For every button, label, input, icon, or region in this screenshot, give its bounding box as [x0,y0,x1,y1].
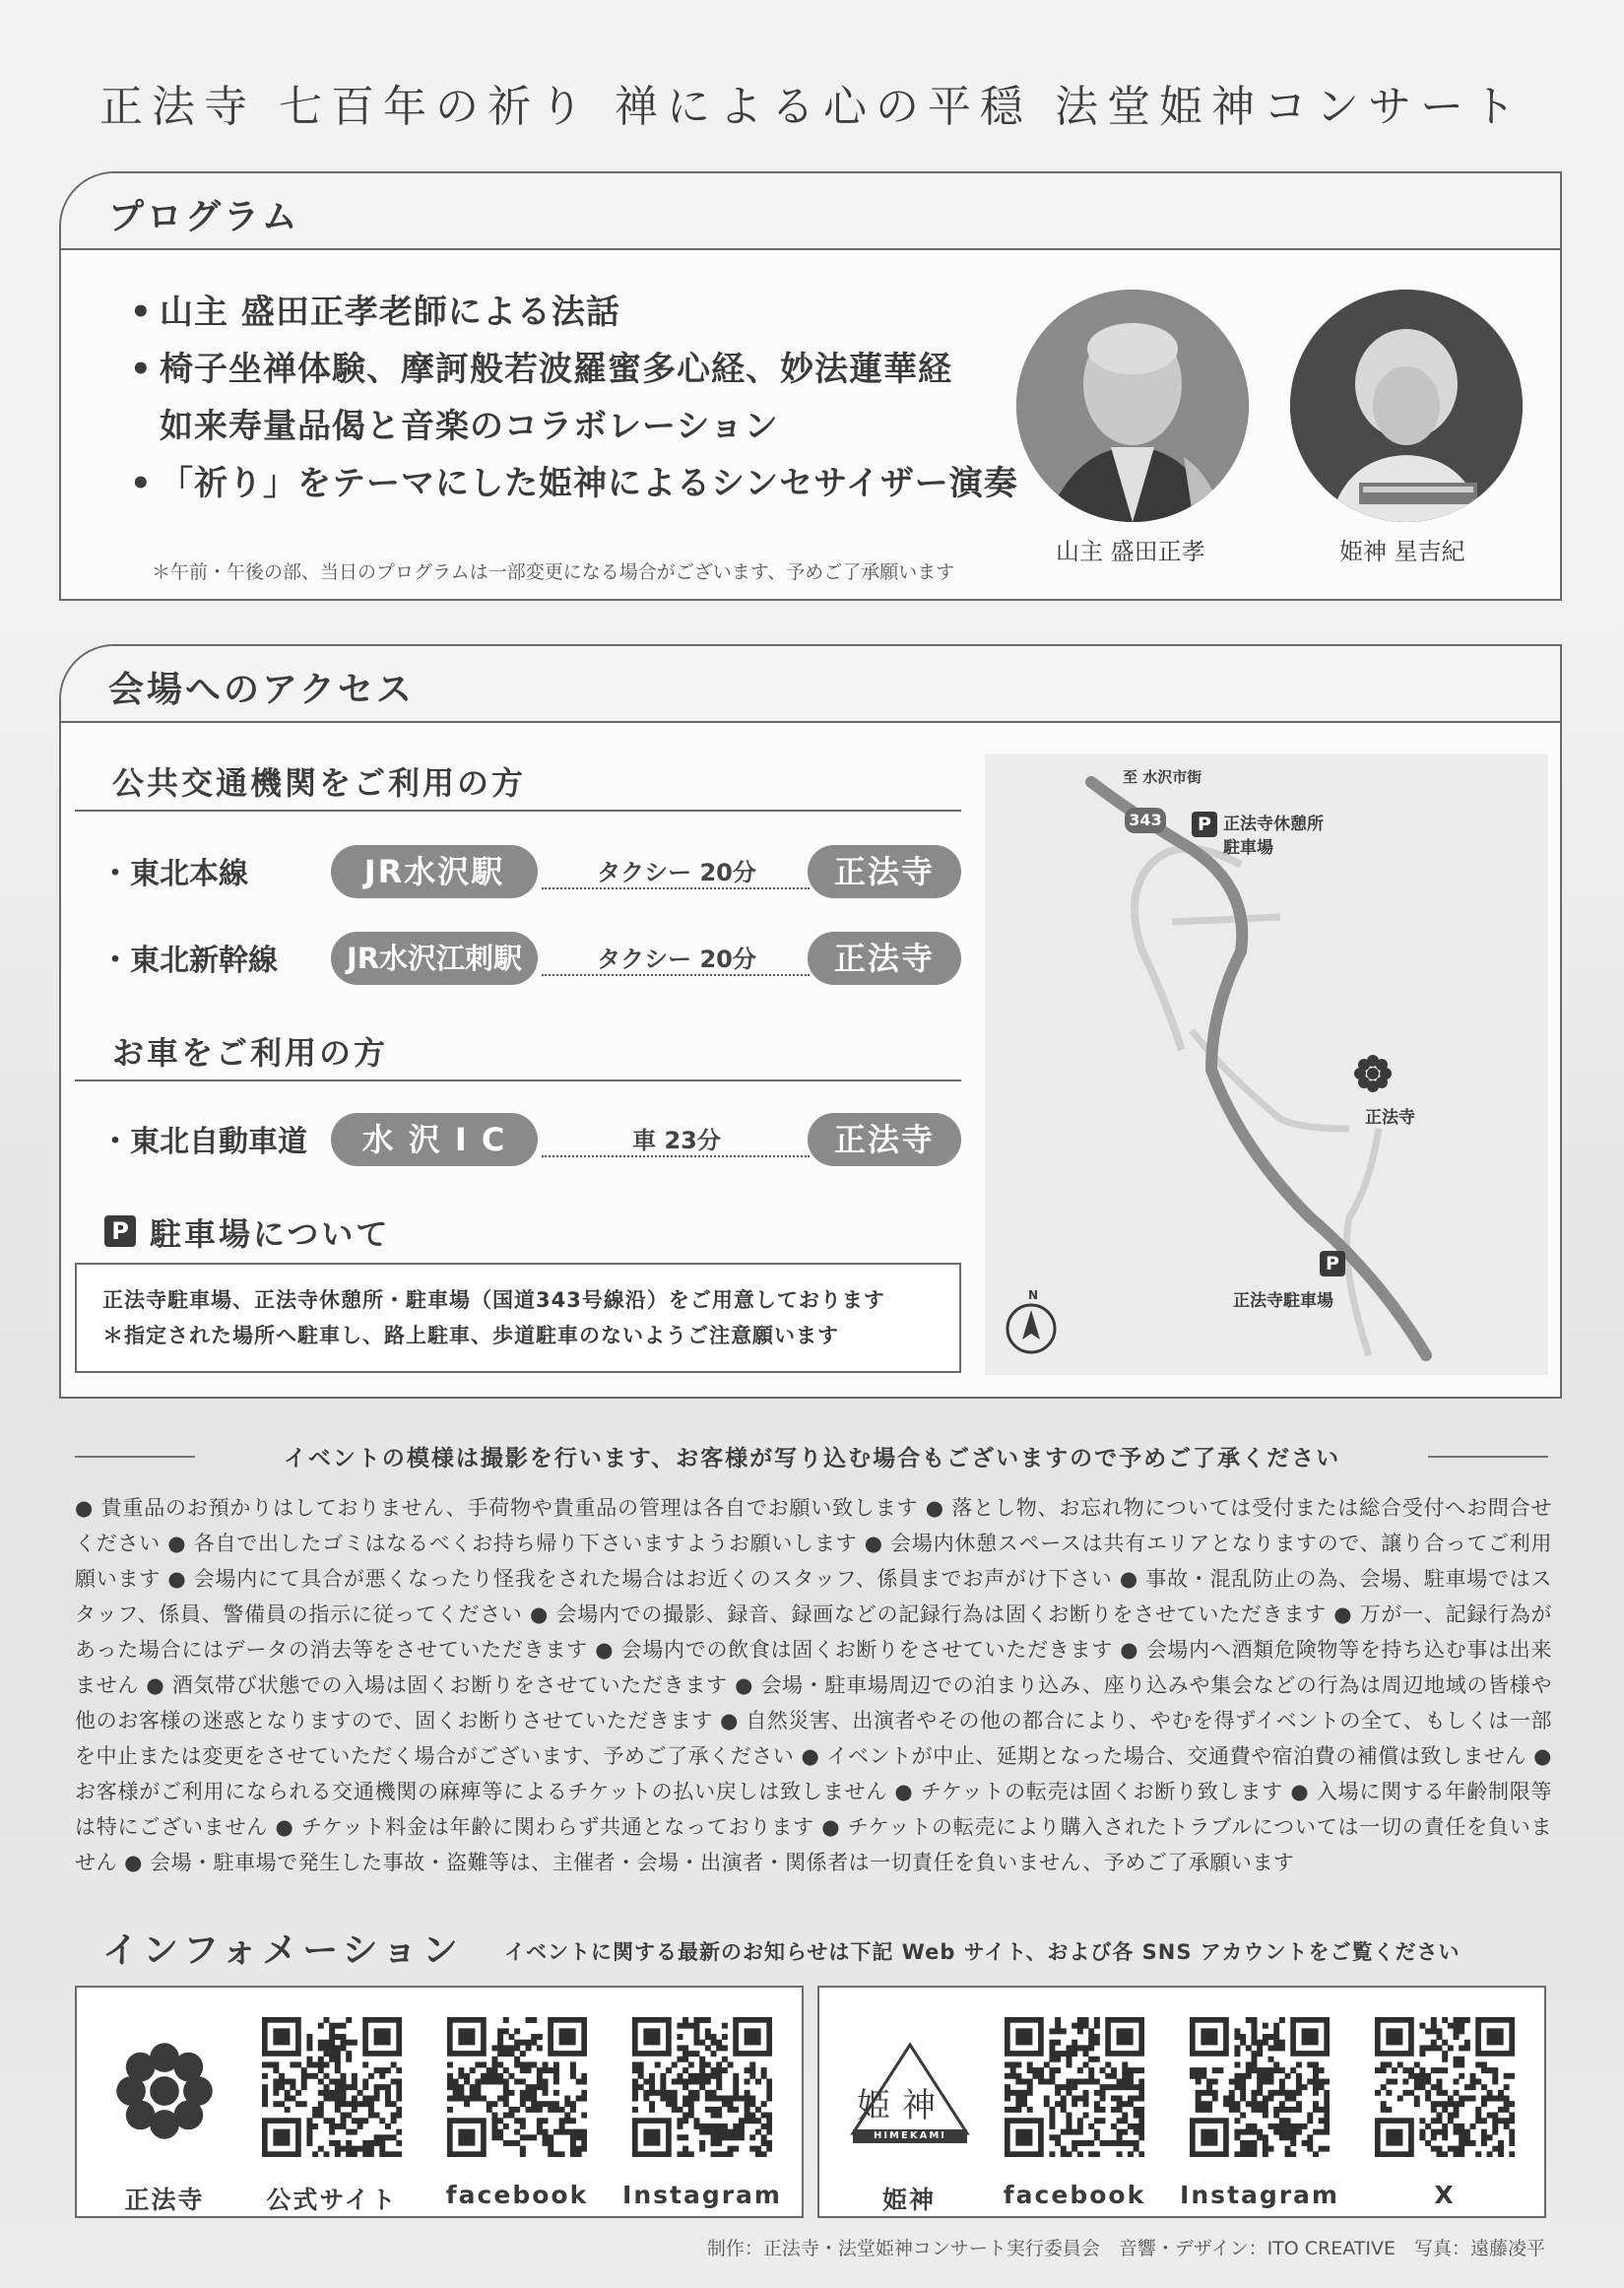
map-temple-crest-icon [1351,1052,1395,1095]
map-north-label: N [1028,1288,1039,1302]
himekami-logo-icon [849,2039,971,2147]
transit-time: タクシー 20分 [597,859,756,886]
program-item-text: 山主 盛田正孝老師による法話 [160,293,620,332]
destination-pill: 正法寺 [808,1113,961,1166]
program-item [130,341,1018,398]
portrait-abbot [1016,290,1249,522]
page-title: 正法寺 七百年の祈り 禅による心の平穏 法堂姫神コンサート [99,82,1525,132]
parking-heading: 駐車場について [150,1215,391,1253]
divider [75,810,961,812]
parking-icon: P [104,1215,136,1247]
north-arrow-icon [1005,1302,1058,1355]
himekami-logo-sub: HIMEKAMI [873,2130,947,2141]
station-pill: JR水沢駅 [331,845,538,898]
access-box [59,644,1562,1399]
transit-time: タクシー 20分 [597,946,756,973]
program-item-text: 「祈り」をテーマにした姫神によるシンセサイザー演奏 [160,464,1018,503]
access-map [985,754,1548,1375]
notice-heading: イベントの模様は撮影を行います、お客様が写り込む場合もございますので予めご了承ください [283,1446,1341,1471]
himekami-label: 姫神 [881,2186,936,2214]
program-item [130,398,1018,455]
program-item [130,284,1018,341]
parking-line: ＊指定された場所へ駐車し、路上駐車、歩道駐車のないようご注意願います [102,1324,839,1347]
info-box-himekami [817,1986,1546,2218]
program-box [59,171,1562,601]
temple-label: 正法寺 [124,2186,205,2214]
himekami-x-qr-code-icon[interactable] [1375,2017,1515,2157]
bullet: • [130,350,153,389]
info-box-temple [75,1986,804,2218]
abbot-photo [1016,290,1249,522]
himekami-instagram-label: Instagram [1180,2181,1339,2209]
notice-body: ● 貴重品のお預かりはしておりません、手荷物や貴重品の管理は各自でお願い致します ● 落とし物、お忘れ物については受付または総合受付へお問合せください ● 各自で出したゴミはなるべくお持ち帰り下さいますようお願いします ● 会場内休憩スペースは共有エリアとなりますので、譲り合ってご利用願います ● 会場内にて具合が悪くなったり怪我をされた場合はお近くのスタッフ、係員までお声がけ下さい ● 事故・混乱防止の為、会場、駐車場ではスタッフ、係員、警備員の指示に従ってください ● 会場内での撮影、録音、録画などの記録行為は固くお断りをさせていただきます ● 万が一、記録行為があった場合にはデータの消去等をさせていただきます ● 会場内での飲食は固くお断りをさせていただきます ● 会場内へ酒類危険物等を持ち込む事は出来ません ● 酒気帯び状態での入場は固くお断りをさせていただきます ● 会場・駐車場周辺での泊まり込み、座り込みや集会などの行為は周辺地域の皆様や他のお客様の迷惑となりますので、固くお断りさせていただきます ● 自然災害、出演者やその他の都合により、やむを得ずイベントの全て、もしくは一部を中止または変更をさせていただく場合がございます、予めご了承ください ● イベントが中止、延期となった場合、交通費や宿泊費の補償は致しません ● お客様がご利用になられる交通機関の麻痺等によるチケットの払い戻しは致しません ● チケットの転売は固くお断り致します ● 入場に関する年齢制限等は特にございません ● チケット料金は年齢に関わらず共通となっております ● チケットの転売により購入されたトラブルについては一切の責任を負いません ● 会場・駐車場で発生した事故・盗難等は、主催者・会場・出演者・関係者は一切責任を負いません、予めご了承願います [75,1496,1553,1874]
information-heading: インフォメーション [102,1930,463,1971]
map-parking-icon: P [1320,1251,1345,1276]
program-item-text: 如来寿量品偈と音楽のコラボレーション [160,407,779,446]
himekami-photo [1290,290,1523,522]
official-site-label: 公式サイト [266,2186,398,2214]
temple-crest-icon [112,2039,217,2143]
temple-instagram-qr-code-icon[interactable] [632,2017,772,2157]
himekami-logo-text: 姫神 [857,2086,947,2125]
bullet: • [130,293,153,332]
dotted-connector [542,1155,810,1157]
program-note: ＊午前・午後の部、当日のプログラムは一部変更になる場合がございます、予めご了承願います [152,561,955,583]
information-sub: イベントに関する最新のお知らせは下記 Web サイト、および各 SNS アカウントをご覧ください [504,1940,1461,1964]
map-rest-area: 正法寺休憩所 [1223,815,1324,834]
map-rest-area-parking: 駐車場 [1223,838,1273,858]
program-item-text: 椅子坐禅体験、摩訶般若波羅蜜多心経、妙法蓮華経 [160,350,952,389]
dotted-connector [542,974,810,976]
map-parking-icon: P [1192,812,1217,837]
divider [75,1079,961,1081]
route-343-icon: 343 [1125,808,1166,833]
temple-facebook-qr-code-icon[interactable] [447,2017,587,2157]
portrait-caption: 山主 盛田正孝 [1056,538,1205,565]
program-list [130,284,1018,512]
map-temple-parking: 正法寺駐車場 [1233,1291,1333,1311]
access-heading: 会場へのアクセス [108,670,415,710]
route-line: ・東北本線 [100,857,248,891]
car-heading: お車をご利用の方 [112,1034,389,1072]
portrait-caption: 姫神 星吉紀 [1339,538,1465,565]
credits: 制作：正法寺・法堂姫神コンサート実行委員会 音響・デザイン：ITO CREATIVE 写真：遠藤凌平 [706,2238,1545,2259]
map-temple: 正法寺 [1365,1108,1415,1128]
transit-time: 車 23分 [632,1127,721,1154]
himekami-facebook-qr-code-icon[interactable] [1005,2017,1144,2157]
temple-facebook-label: facebook [445,2181,589,2209]
route-line: ・東北新幹線 [100,944,278,978]
destination-pill: 正法寺 [808,932,961,985]
program-header [61,173,1560,250]
himekami-x-label: X [1434,2181,1456,2209]
public-transport-heading: 公共交通機関をご利用の方 [112,764,527,802]
map-to-city: 至 水沢市街 [1123,768,1202,786]
station-pill: JR水沢江刺駅 [331,932,538,985]
bullet: • [130,464,153,503]
himekami-facebook-label: facebook [1003,2181,1146,2209]
parking-info-box [75,1263,961,1373]
official-site-qr-code-icon[interactable] [262,2017,402,2157]
route-line: ・東北自動車道 [100,1125,307,1159]
program-item [130,455,1018,512]
destination-pill: 正法寺 [808,845,961,898]
program-heading: プログラム [108,197,300,237]
station-pill: 水 沢 I C [331,1113,538,1166]
portrait-himekami [1290,290,1523,522]
parking-line: 正法寺駐車場、正法寺休憩所・駐車場（国道343号線沿）をご用意しております [102,1288,885,1312]
dotted-connector [542,887,810,889]
temple-instagram-label: Instagram [622,2181,782,2209]
access-header [61,646,1560,723]
himekami-instagram-qr-code-icon[interactable] [1190,2017,1330,2157]
